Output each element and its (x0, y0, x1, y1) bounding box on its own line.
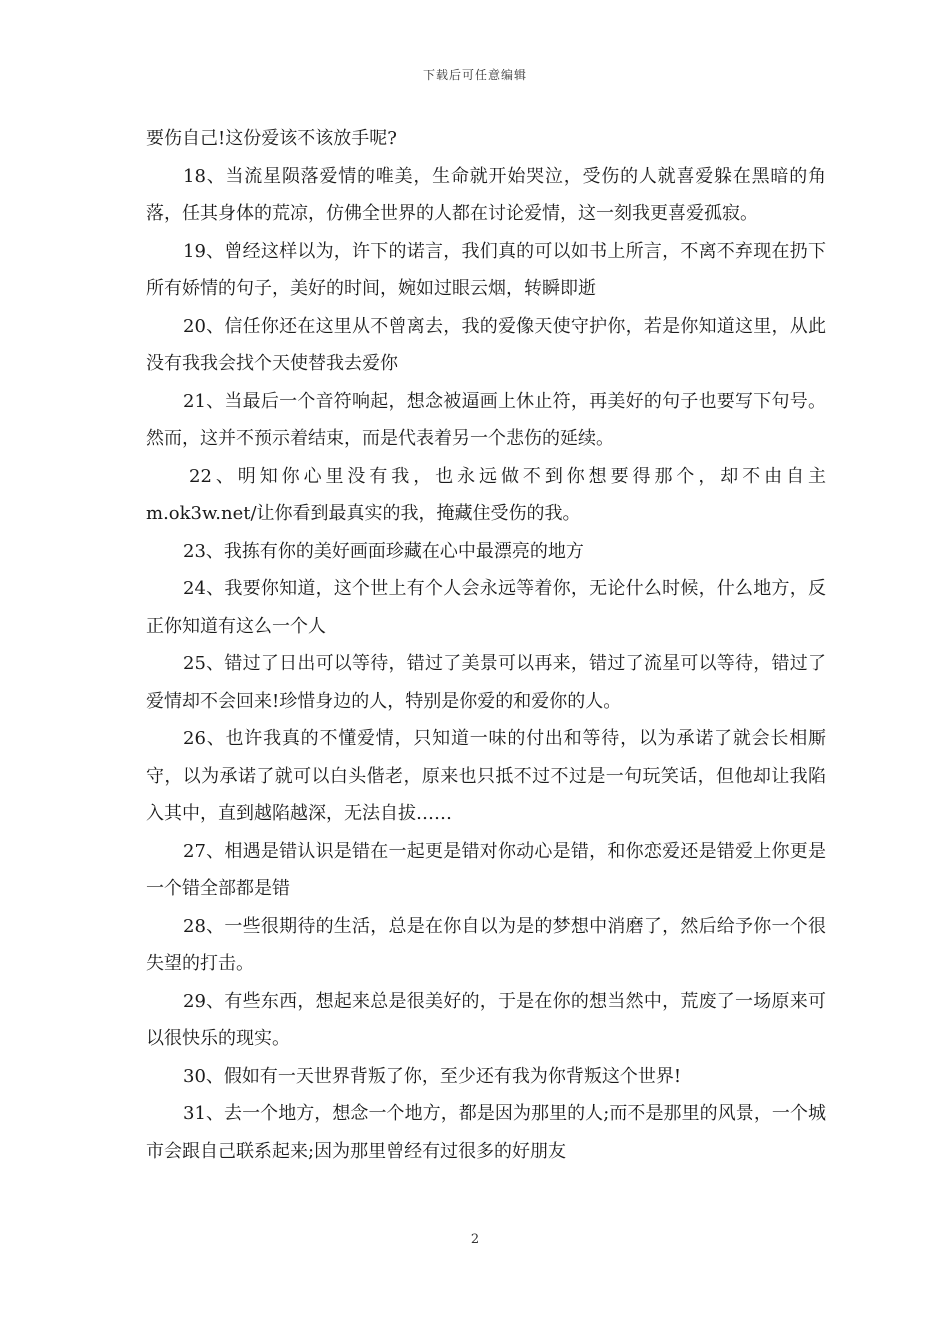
paragraph: 29、有些东西，想起来总是很美好的，于是在你的想当然中，荒废了一场原来可以很快乐的现实。 (146, 990, 826, 1049)
paragraph: 要伤自己!这份爱该不该放手呢? (146, 128, 397, 149)
paragraph: 30、假如有一天世界背叛了你，至少还有我为你背叛这个世界! (183, 1065, 682, 1087)
paragraph: 28、一些很期待的生活，总是在你自以为是的梦想中消磨了，然后给予你一个很失望的打击。 (146, 915, 826, 974)
paragraph: 24、我要你知道，这个世上有个人会永远等着你，无论什么时候，什么地方，反正你知道有这么一个人 (146, 578, 826, 637)
paragraph: 19、曾经这样以为，许下的诺言，我们真的可以如书上所言，不离不弃现在扔下所有娇情的句子，美好的时间，婉如过眼云烟，转瞬即逝 (146, 240, 826, 299)
paragraph: 26、也许我真的不懂爱情，只知道一味的付出和等待，以为承诺了就会长相厮守，以为承诺了就可以白头偕老，原来也只抵不过不过是一句玩笑话，但他却让我陷入其中，直到越陷越深，无法自拔…… (146, 728, 826, 824)
paragraph: 25、错过了日出可以等待，错过了美景可以再来，错过了流星可以等待，错过了爱情却不会回来!珍惜身边的人，特别是你爱的和爱你的人。 (146, 653, 826, 712)
page-number: 2 (470, 1232, 480, 1247)
paragraph: 23、我拣有你的美好画面珍藏在心中最漂亮的地方 (183, 540, 584, 562)
document-body (146, 120, 826, 1170)
paragraph: 27、相遇是错认识是错在一起更是错对你动心是错，和你恋爱还是错爱上你更是一个错全部都是错 (146, 840, 826, 899)
paragraph: 21、当最后一个音符响起，想念被逼画上休止符，再美好的句子也要写下句号。然而，这并不预示着结束，而是代表着另一个悲伤的延续。 (146, 390, 826, 449)
paragraph: 22、明知你心里没有我，也永远做不到你想要得那个，却不由自主m.ok3w.net/让你看到最真实的我，掩藏住受伤的我。 (146, 465, 826, 524)
paragraph: 31、去一个地方，想念一个地方，都是因为那里的人;而不是那里的风景，一个城市会跟自己联系起来;因为那里曾经有过很多的好朋友 (146, 1103, 826, 1162)
paragraph: 18、当流星陨落爱情的唯美，生命就开始哭泣，受伤的人就喜爱躲在黑暗的角落，任其身体的荒凉，仿佛全世界的人都在讨论爱情，这一刻我更喜爱孤寂。 (146, 165, 826, 224)
page-header: 下载后可任意编辑 (422, 68, 527, 82)
paragraph: 20、信任你还在这里从不曾离去，我的爱像天使守护你，若是你知道这里，从此没有我我会找个天使替我去爱你 (146, 315, 826, 374)
